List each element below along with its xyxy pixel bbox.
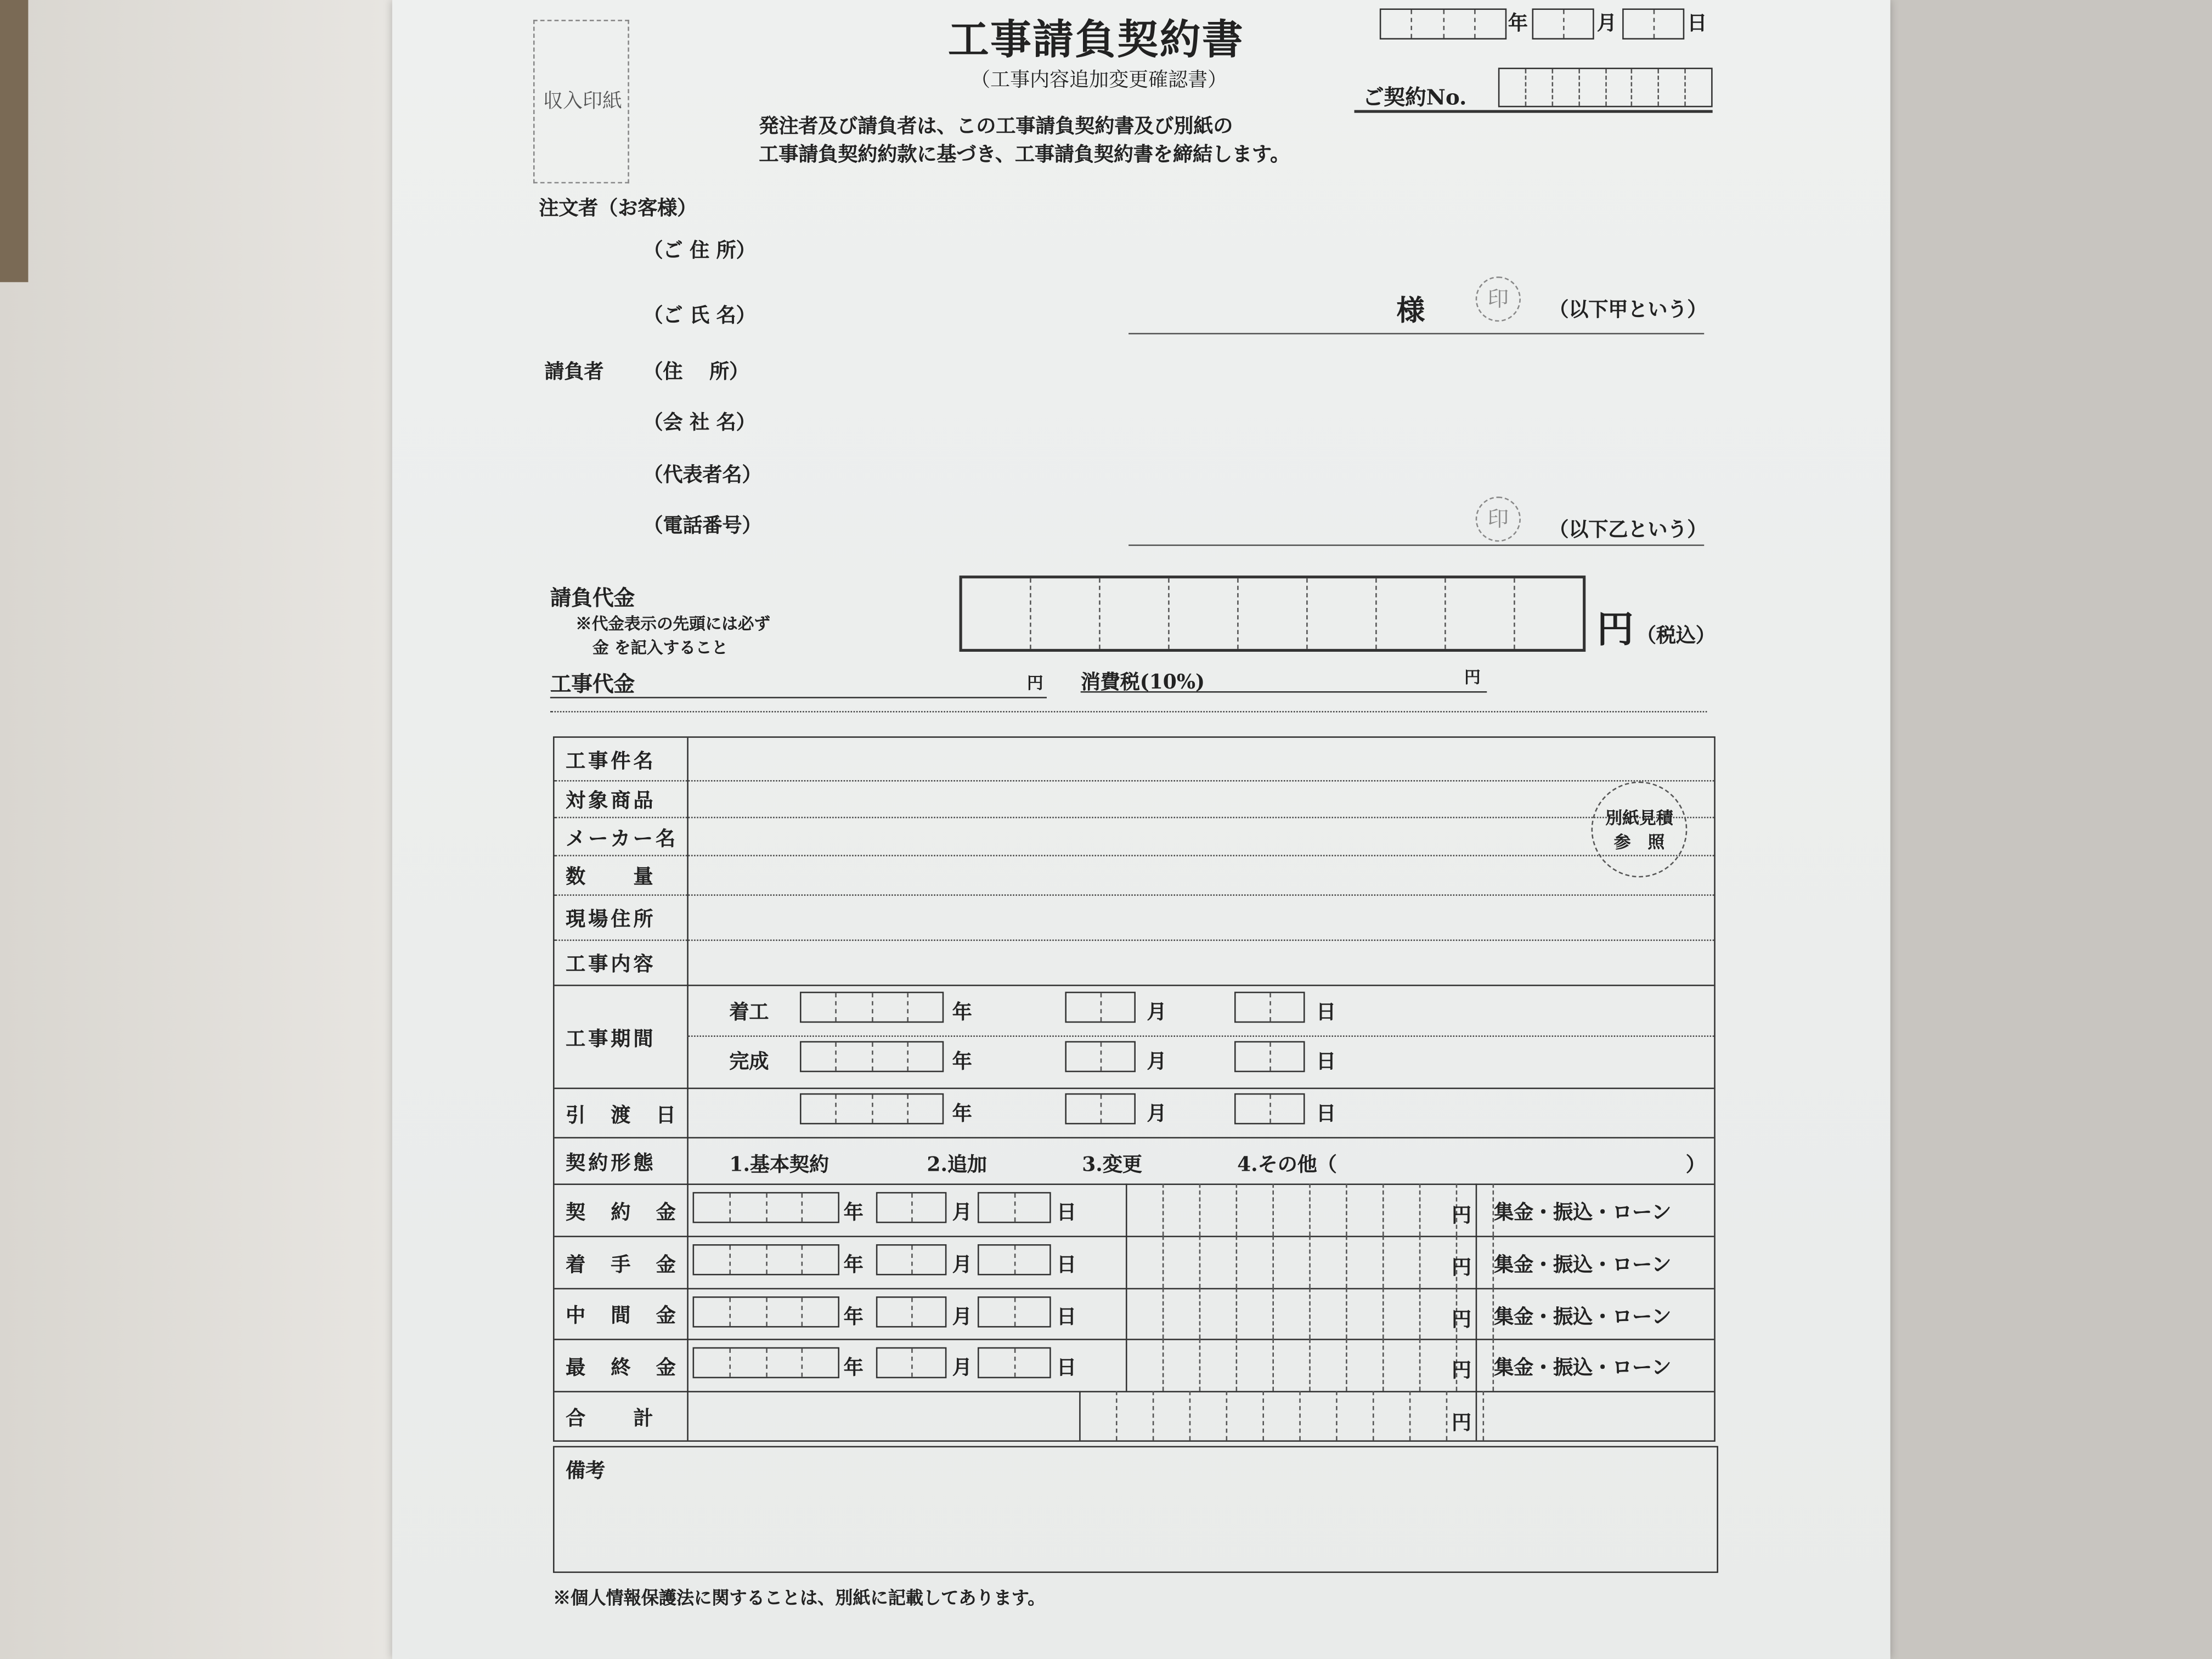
year-label: 年 bbox=[952, 1001, 972, 1024]
contract-price-label: 請負代金 bbox=[550, 585, 635, 611]
day-field[interactable] bbox=[978, 1244, 1051, 1276]
row-label: 中 間 金 bbox=[566, 1305, 679, 1328]
yen-label: 円 bbox=[1451, 1204, 1471, 1228]
year-label: 年 bbox=[843, 1306, 864, 1329]
client-address-label: （ご 住 所） bbox=[643, 240, 756, 263]
row-label: メーカー名 bbox=[566, 827, 679, 850]
tax-yen: 円 bbox=[1464, 667, 1481, 687]
day-field[interactable] bbox=[978, 1347, 1051, 1379]
yen-label: 円 bbox=[1451, 1412, 1471, 1435]
intro-text bbox=[759, 113, 1290, 170]
year-field[interactable] bbox=[800, 992, 944, 1023]
contract-price-field[interactable] bbox=[960, 575, 1586, 652]
day-label: 日 bbox=[1316, 1051, 1336, 1074]
privacy-note: ※個人情報保護法に関することは、別紙に記載してあります。 bbox=[552, 1587, 1046, 1609]
amount-column-divider bbox=[1476, 1183, 1477, 1440]
row-label: 引 渡 日 bbox=[566, 1104, 679, 1127]
row-divider bbox=[555, 985, 1714, 986]
day-field[interactable] bbox=[978, 1192, 1051, 1223]
desk-edge bbox=[0, 0, 28, 282]
contractor-seal-mark: 印 bbox=[1476, 496, 1521, 541]
divider bbox=[550, 711, 1707, 713]
row-label: 合 計 bbox=[566, 1407, 656, 1430]
month-field[interactable] bbox=[876, 1192, 947, 1223]
intro-line: 発注者及び請負者は、この工事請負契約書及び別紙の bbox=[759, 115, 1233, 138]
day-label: 日 bbox=[1687, 13, 1707, 36]
row-divider bbox=[687, 1035, 1714, 1037]
period-sublabel: 完成 bbox=[729, 1051, 769, 1074]
price-note: 金 を記入すること bbox=[592, 637, 728, 658]
day-label: 日 bbox=[1056, 1201, 1076, 1224]
row-label: 工事件名 bbox=[566, 750, 656, 774]
year-field[interactable] bbox=[693, 1296, 839, 1328]
day-label: 日 bbox=[1056, 1254, 1076, 1277]
day-field[interactable] bbox=[978, 1296, 1051, 1328]
contract-type-option[interactable]: 1.基本契約 bbox=[729, 1154, 830, 1177]
year-field[interactable] bbox=[800, 1093, 944, 1125]
amount-field[interactable] bbox=[1126, 1236, 1494, 1288]
date-year-field[interactable] bbox=[1380, 8, 1506, 40]
row-label: 契約形態 bbox=[566, 1152, 656, 1175]
client-name-label: （ご 氏 名） bbox=[643, 304, 756, 328]
day-label: 日 bbox=[1316, 1001, 1336, 1024]
contract-type-option[interactable]: 4.その他（ bbox=[1237, 1154, 1337, 1177]
month-field[interactable] bbox=[876, 1347, 947, 1379]
year-label: 年 bbox=[952, 1051, 972, 1074]
work-cost-yen: 円 bbox=[1026, 673, 1043, 693]
form-subtitle: （工事内容追加変更確認書） bbox=[970, 69, 1228, 92]
year-field[interactable] bbox=[693, 1244, 839, 1276]
period-sublabel: 着工 bbox=[729, 1001, 769, 1024]
price-note: ※代金表示の先頭には必ず bbox=[575, 613, 770, 634]
revenue-stamp-box bbox=[533, 20, 629, 183]
row-label: 現場住所 bbox=[566, 908, 656, 932]
row-label: 着 手 金 bbox=[566, 1253, 679, 1276]
work-details-table bbox=[553, 736, 1716, 1442]
year-label: 年 bbox=[952, 1103, 972, 1126]
contract-no-field[interactable] bbox=[1498, 67, 1713, 107]
amount-field[interactable] bbox=[1126, 1183, 1494, 1235]
payment-method-options[interactable]: 集金・振込・ローン bbox=[1494, 1306, 1672, 1329]
price-yen: 円 bbox=[1596, 609, 1634, 652]
row-label: 契 約 金 bbox=[566, 1201, 679, 1224]
remarks-box[interactable] bbox=[553, 1446, 1718, 1573]
year-label: 年 bbox=[1508, 13, 1528, 36]
contractor-phone-label: （電話番号） bbox=[643, 515, 762, 538]
payment-method-options[interactable]: 集金・振込・ローン bbox=[1494, 1254, 1672, 1277]
contract-no-underline bbox=[1355, 110, 1713, 113]
row-divider bbox=[555, 1137, 1714, 1139]
background-desk bbox=[1891, 0, 2212, 1659]
year-label: 年 bbox=[843, 1254, 864, 1277]
contractor-address-label: （住 所） bbox=[643, 361, 749, 384]
month-label: 月 bbox=[952, 1306, 972, 1329]
contractor-rep-label: （代表者名） bbox=[643, 464, 762, 487]
month-label: 月 bbox=[1147, 1001, 1167, 1024]
row-label: 対象商品 bbox=[566, 789, 656, 813]
month-field[interactable] bbox=[876, 1296, 947, 1328]
month-label: 月 bbox=[952, 1254, 972, 1277]
year-field[interactable] bbox=[693, 1347, 839, 1379]
client-name-line bbox=[1128, 333, 1704, 335]
year-label: 年 bbox=[843, 1357, 864, 1380]
form-title: 工事請負契約書 bbox=[947, 15, 1245, 64]
see-estimate-stamp bbox=[1592, 782, 1688, 878]
payment-method-options[interactable]: 集金・振込・ローン bbox=[1494, 1357, 1672, 1380]
month-field[interactable] bbox=[876, 1244, 947, 1276]
background-sheet bbox=[0, 0, 409, 1659]
month-label: 月 bbox=[1147, 1103, 1167, 1126]
amount-field[interactable] bbox=[1126, 1339, 1494, 1391]
tax-field[interactable] bbox=[1081, 691, 1487, 693]
client-heading: 注文者（お客様） bbox=[539, 197, 697, 221]
stamp-label: 収入印紙 bbox=[543, 90, 622, 113]
year-field[interactable] bbox=[800, 1041, 944, 1073]
row-divider bbox=[555, 1088, 1714, 1090]
contractor-heading: 請負者 bbox=[544, 361, 604, 384]
row-label: 数 量 bbox=[566, 866, 656, 889]
row-divider bbox=[555, 855, 1714, 856]
tax-label: 消費税(10%) bbox=[1080, 671, 1205, 695]
work-cost-field[interactable] bbox=[550, 697, 1047, 698]
month-field[interactable] bbox=[1065, 992, 1136, 1023]
amount-field[interactable] bbox=[1126, 1288, 1494, 1339]
row-label: 工事期間 bbox=[566, 1028, 656, 1051]
yen-label: 円 bbox=[1451, 1359, 1471, 1383]
yen-label: 円 bbox=[1451, 1257, 1471, 1280]
month-field[interactable] bbox=[1065, 1093, 1136, 1125]
row-divider bbox=[555, 940, 1714, 941]
day-field[interactable] bbox=[1234, 1041, 1305, 1073]
amount-field[interactable] bbox=[1079, 1391, 1484, 1440]
contract-type-option[interactable]: 2.追加 bbox=[927, 1154, 988, 1177]
row-label: 工事内容 bbox=[566, 953, 656, 977]
day-label: 日 bbox=[1316, 1103, 1336, 1126]
client-seal-mark: 印 bbox=[1476, 276, 1521, 321]
payment-method-options[interactable]: 集金・振込・ローン bbox=[1494, 1201, 1672, 1224]
work-cost-label: 工事代金 bbox=[550, 671, 635, 697]
month-label: 月 bbox=[1596, 13, 1617, 36]
row-label: 最 終 金 bbox=[566, 1356, 679, 1379]
honorific-label: 様 bbox=[1396, 293, 1425, 328]
intro-line: 工事請負契約約款に基づき、工事請負契約書を締結します。 bbox=[759, 144, 1290, 167]
day-field[interactable] bbox=[1234, 992, 1305, 1023]
client-alias: （以下甲という） bbox=[1549, 299, 1707, 322]
date-month-field[interactable] bbox=[1532, 8, 1594, 40]
contract-no-label: ご契約No. bbox=[1362, 84, 1467, 110]
yen-label: 円 bbox=[1451, 1309, 1471, 1332]
contractor-company-label: （会 社 名） bbox=[643, 411, 756, 435]
day-label: 日 bbox=[1056, 1357, 1076, 1380]
day-label: 日 bbox=[1056, 1306, 1076, 1329]
remarks-label: 備考 bbox=[566, 1460, 606, 1483]
row-divider bbox=[555, 780, 1714, 782]
contractor-line bbox=[1128, 545, 1704, 546]
day-field[interactable] bbox=[1234, 1093, 1305, 1125]
tax-included-label: （税込） bbox=[1636, 625, 1716, 648]
month-field[interactable] bbox=[1065, 1041, 1136, 1073]
contractor-alias: （以下乙という） bbox=[1549, 519, 1707, 542]
row-divider bbox=[555, 894, 1714, 896]
year-field[interactable] bbox=[693, 1192, 839, 1223]
row-divider bbox=[555, 817, 1714, 819]
contract-type-option[interactable]: 3.変更 bbox=[1082, 1154, 1142, 1177]
month-label: 月 bbox=[1147, 1051, 1167, 1074]
year-label: 年 bbox=[843, 1201, 864, 1224]
see-estimate-text: 参 照 bbox=[1613, 832, 1665, 853]
month-label: 月 bbox=[952, 1201, 972, 1224]
see-estimate-text: 別紙見積 bbox=[1605, 808, 1673, 828]
date-day-field[interactable] bbox=[1622, 8, 1684, 40]
month-label: 月 bbox=[952, 1357, 972, 1380]
contract-type-option[interactable]: ） bbox=[1685, 1154, 1706, 1177]
